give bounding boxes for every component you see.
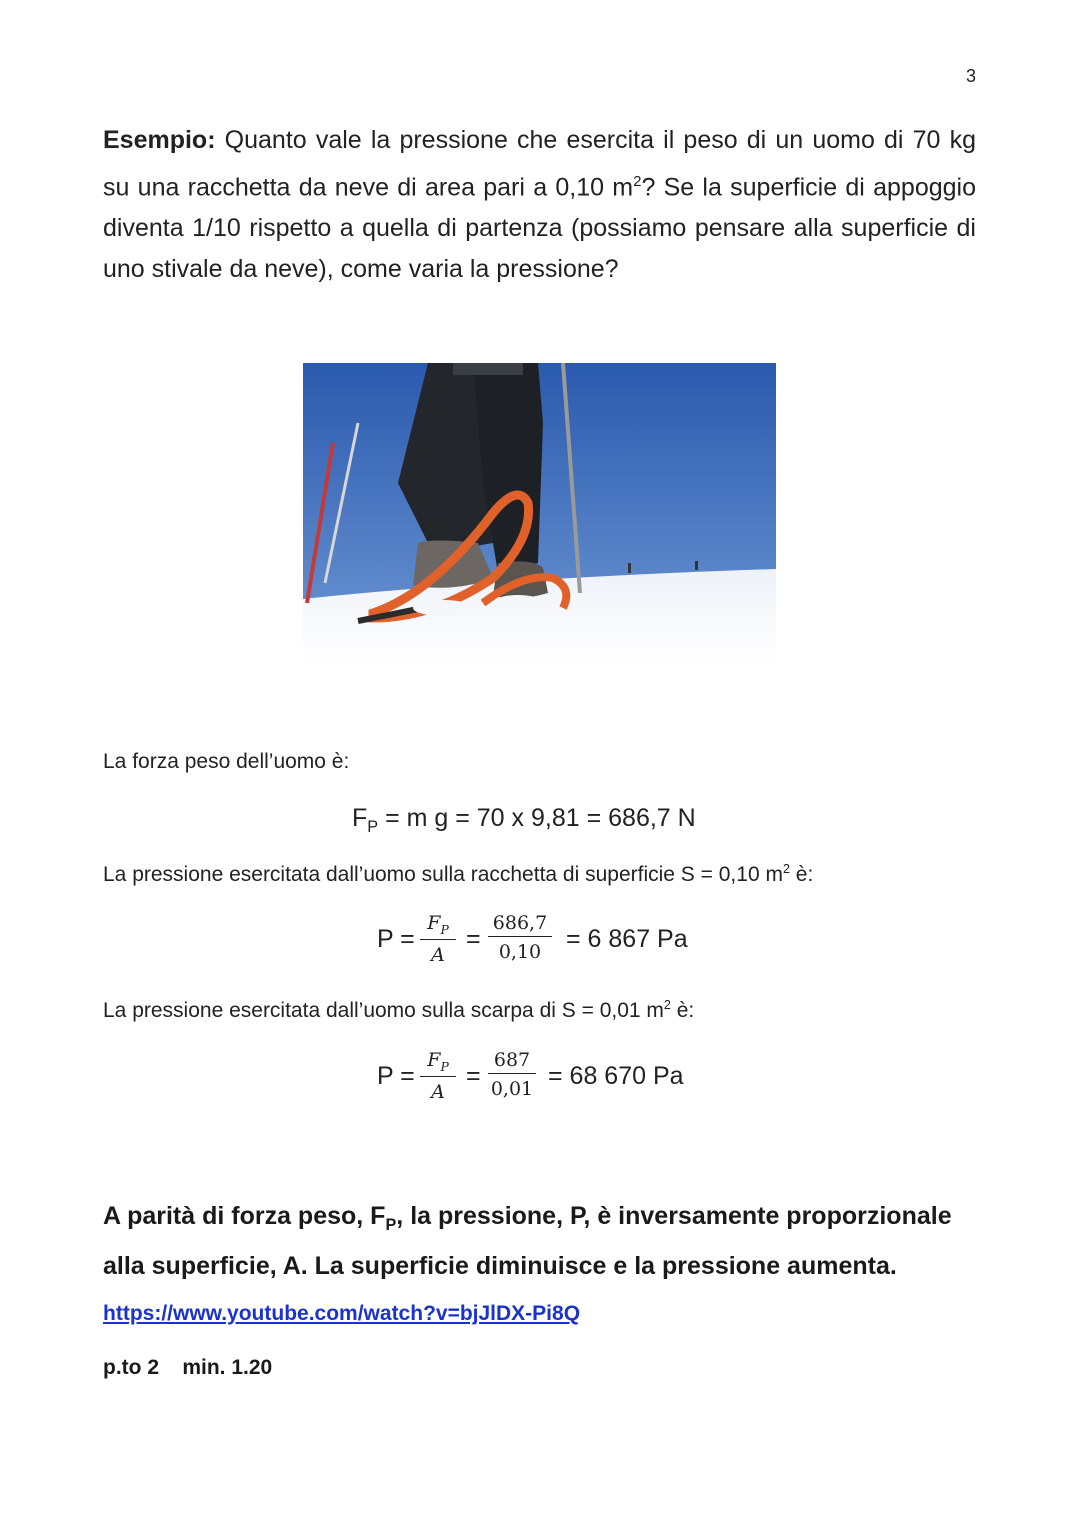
snowshoe-photo bbox=[303, 363, 776, 662]
equals-sign: = bbox=[466, 1062, 481, 1090]
video-reference: p.to 2 min. 1.20 bbox=[103, 1356, 273, 1379]
weight-calculation: = m g = 70 x 9,81 = 686,7 N bbox=[378, 804, 696, 832]
youtube-link[interactable]: https://www.youtube.com/watch?v=bjJlDX-Pi8Q bbox=[103, 1302, 581, 1325]
weight-symbol: F bbox=[352, 804, 368, 832]
fraction-force-area: $\frac{F_P}{A}$ bbox=[420, 912, 456, 966]
weight-subscript: P bbox=[367, 818, 379, 836]
page-number: 3 bbox=[966, 66, 977, 86]
fraction-values: $\frac{687}{0,01}$ bbox=[488, 1049, 536, 1100]
weight-intro-text: La forza peso dell’uomo è: bbox=[103, 750, 350, 773]
force-subscript: P bbox=[385, 1216, 397, 1234]
pressure-result: = 68 670 Pa bbox=[548, 1062, 684, 1090]
pressure-lhs: P = bbox=[377, 925, 415, 953]
example-text-1: Quanto vale la pressione che esercita il peso di un uomo di 70 kg su una racchetta da neve di area pari a 0,10 m bbox=[103, 126, 976, 202]
exponent: 2 bbox=[782, 862, 790, 876]
exponent: 2 bbox=[663, 998, 671, 1012]
pressure-result: = 6 867 Pa bbox=[566, 925, 688, 953]
conclusion: A parità di forza peso, $F_P$, la pressione, P, è inversamente proporzionale alla superficie, A. La superficie diminuisce e la pressione aumenta. bbox=[103, 1202, 952, 1280]
example-text-2: ? Se la superficie di appoggio diventa 1/10 rispetto a quella di partenza (possiamo pensare alla superficie di uno stivale da neve), come varia la pressione? bbox=[103, 173, 976, 284]
fraction-values: $\frac{686,7}{0,10}$ bbox=[488, 912, 552, 963]
example-label: Esempio: bbox=[103, 126, 216, 154]
pressure-snowshoe-text: La pressione esercitata dall’uomo sulla racchetta di superficie S = 0,10 $m^2$ è: bbox=[103, 862, 814, 886]
weight-formula bbox=[352, 804, 696, 837]
pressure-boot-text: La pressione esercitata dall’uomo sulla scarpa di S = 0,01 $m^2$ è: bbox=[103, 998, 695, 1022]
example-question bbox=[103, 120, 976, 290]
exponent: 2 bbox=[633, 173, 642, 190]
equals-sign: = bbox=[466, 925, 481, 953]
pressure-lhs: P = bbox=[377, 1062, 415, 1090]
fraction-force-area: $\frac{F_P}{A}$ bbox=[420, 1049, 456, 1103]
